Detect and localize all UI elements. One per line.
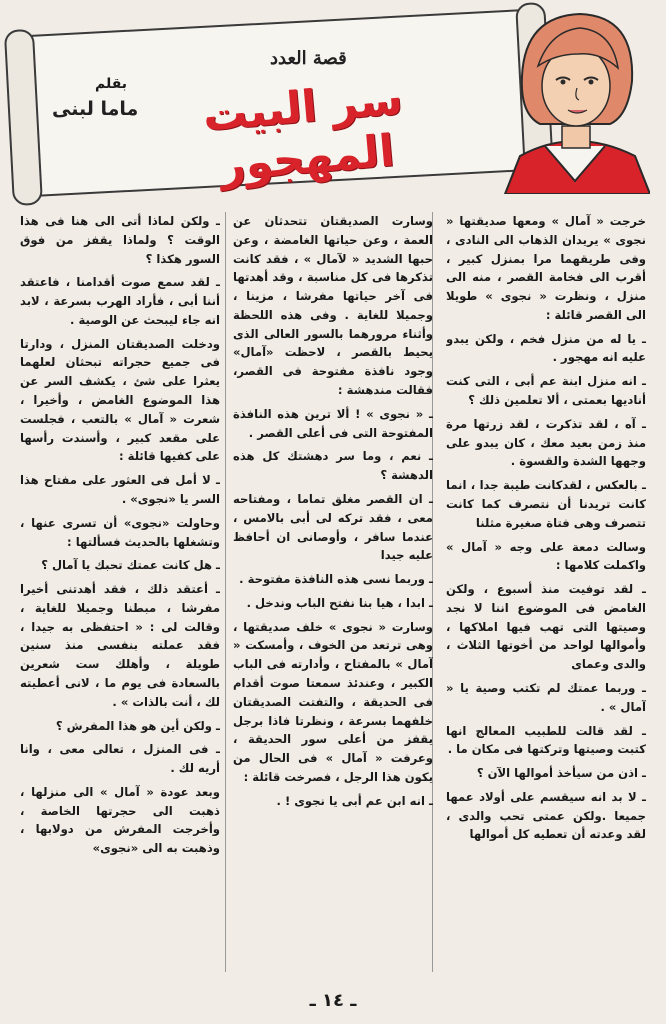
byline-label: بقلم <box>95 76 128 92</box>
issue-story-label: قصة العدد <box>270 48 347 69</box>
story-header <box>0 0 666 205</box>
author-name: ماما لبنى <box>52 98 139 120</box>
paragraph: ـ انه ابن عم أبى يا نجوى ! . <box>276 793 433 808</box>
girl-portrait-illustration <box>500 6 650 194</box>
paragraph: ـ آه ، لقد تذكرت ، لقد زرتها مرة منذ زمن بعيد معك ، كان يبدو على وجهها الشدة والقسوة . <box>446 416 646 469</box>
paragraph: خرجت « آمال » ومعها صديقتها « نجوى » يريدان الذهاب الى النادى ، وفى طريقهما مرا بمنزل كبير ، أقرب الى فخامة القصر ، منه الى منزل ، ونظرت « نجوى » طويلا الى القصر قائلة : <box>446 214 646 322</box>
paragraph: ـ نعم ، وما سر دهشتك كل هذه الدهشة ؟ <box>233 449 433 483</box>
paragraph: ـ ولكن أين هو هذا المفرش ؟ <box>55 718 220 733</box>
paragraph: ـ اذن من سيأخذ أموالها الآن ؟ <box>476 766 646 781</box>
paragraph: وسارت « نجوى » خلف صديقتها ، وهى ترتعد من الخوف ، وأمسكت « آمال » بالمفتاح ، وأدارته فى الباب الكبير ، وعندئذ سمعتا صوت أقدام فى الحديقة ، والتفتت الصديقتان خلفهما بسرعة ، ونظرتا فاذا برجل يقفز من أعلى سور الحديقة ، وعرفت « آمال » فى الحال من يكون هذا الرجل ، فصرخت قائلة : <box>233 619 433 784</box>
page-number: ـ ١٤ ـ <box>309 990 357 1011</box>
story-title: سر البيت المهجور <box>200 73 405 192</box>
paragraph: ـ لقد سمع صوت أقدامنا ، فاعتقد أننا أبى ، فأراد الهرب بسرعة ، لابد انه جاء ليبحث عن الوصية . <box>20 275 220 327</box>
paragraph: ـ انه منزل ابنة عم أبى ، التى كنت أناديها بعمتى ، ألا تعلمين ذلك ؟ <box>446 374 646 408</box>
paragraph: ـ لا بد انه سيقسم على أولاد عمها جميعا .ولكن عمتى تحب والدى ، لقد وعدته أن تعطيه كل أموالها <box>446 789 646 842</box>
paragraph: ـ ولكن لماذا أتى الى هنا فى هذا الوقت ؟ ولماذا يقفز من فوق السور هكذا ؟ <box>20 214 220 266</box>
paragraph: ـ هل كانت عمتك تحبك يا آمال ؟ <box>41 558 220 573</box>
paragraph: ـ فى المنزل ، تعالى معى ، وانا أريه لك . <box>20 742 220 776</box>
text-column-2 <box>233 212 433 972</box>
paragraph: وبعد عودة « آمال » الى منزلها ، ذهبت الى حجرتها الخاصة ، وأخرجت المفرش من دولابها ، وذهبت به الى «نجوى» <box>20 784 220 856</box>
paragraph: ـ يا له من منزل فخم ، ولكن يبدو عليه انه مهجور . <box>446 331 646 365</box>
paragraph: ـ لقد قالت للطبيب المعالج انها كتبت وصيتها وتركتها فى مكان ما . <box>446 723 646 757</box>
paragraph: وسارت الصديقتان تتحدثان عن العمة ، وعن حياتها الغامضة ، وعن حبها الشديد « لآمال » ، فقد كانت تذكرها فى كل مناسبة ، وقد أهدتها فى آخر حياتها مفرشا ، مزينا ، وجميلا للغاية . وفى هذه اللحظة وأثناء مرورهما بالسور العالى الذى يحيط بالقصر ، لاحظت «آمال» وجود نافذة مفتوحة فى القصر، فقالت مندهشة : <box>233 214 433 398</box>
paragraph: ـ ابدا ، هيا بنا نفتح الباب وندخل . <box>246 595 433 610</box>
paragraph: ـ بالعكس ، لقدكانت طيبة جدا ، انما كانت تريدنا أن نتصرف كما كانت تتصرف وهى فتاة صغيرة مثلنا <box>446 478 646 530</box>
text-column-1 <box>446 212 646 972</box>
article-body <box>20 212 646 972</box>
paragraph: وحاولت «نجوى» أن تسرى عنها ، وتشغلها بالحديث فسألتها : <box>20 515 220 549</box>
paragraph: وسالت دمعة على وجه « آمال » واكملت كلامها : <box>446 539 646 573</box>
paragraph: ـ وربما عمتك لم تكتب وصية يا « آمال » . <box>446 680 646 714</box>
text-column-3 <box>20 212 220 972</box>
paragraph: ـ أعتقد ذلك ، فقد أهدتنى أخيرا مفرشا ، مبطنا وجميلا للغاية ، وقالت لى : « احتفظى به جيدا ، فقد عملته بنفسى منذ سنين طويلة ، وأهلك ست شعرين بالسعادة فى يوم ما ، لانى أعطيته لك ، أنت بالذات » . <box>20 582 220 709</box>
paragraph: ـ وربما نسى هذه النافذة مفتوحة . <box>239 572 433 587</box>
paragraph: ـ لقد توفيت منذ أسبوع ، ولكن الغامض فى الموضوع اننا لا نجد وصيتها التى تهب فيها املاكها ، وأموالها لواحد من أخوتها الثلاث ، والدى وعماى <box>446 582 646 672</box>
paragraph: ـ لا أمل فى العثور على مفتاح هذا السر يا «نجوى» . <box>20 473 220 506</box>
paragraph: ـ ان القصر مغلق تماما ، ومفتاحه معى ، فقد تركه لى أبى بالامس ، عندما سافر ، وأوصانى ان أحافظ عليه جيدا <box>233 491 433 563</box>
paragraph: ـ « نجوى » ! ألا ترين هذه النافذة المفتوحة التى فى أعلى القصر . <box>233 406 433 440</box>
paragraph: ودخلت الصديقتان المنزل ، ودارتا فى جميع حجراته تبحثان لعلهما يعثرا على شئ ، يكشف السر عن هذا الموضوع الغامض ، وأخيرا ، شعرت « آمال » بالتعب ، فجلست على مقعد كبير ، وأسندت رأسها على كفيها قائلة : <box>20 336 220 464</box>
